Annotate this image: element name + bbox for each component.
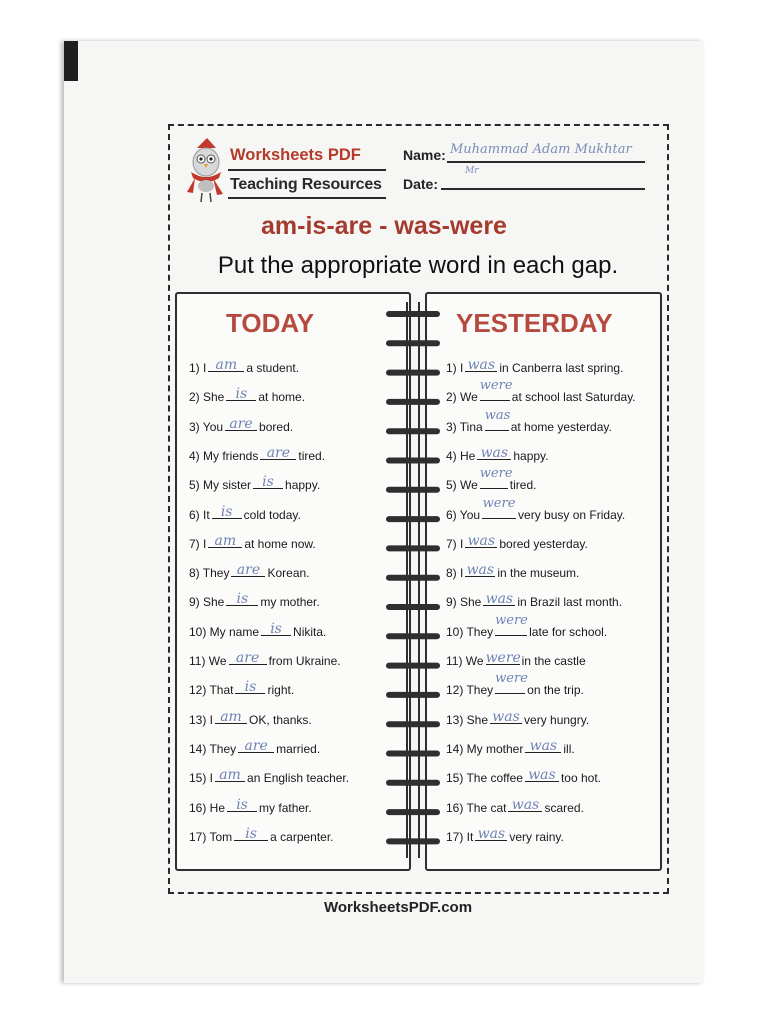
item-prompt: 1) I — [189, 361, 207, 375]
handwritten-answer: are — [235, 650, 260, 666]
answer-blank[interactable] — [490, 710, 522, 724]
yesterday-item — [446, 466, 537, 493]
item-prompt: 15) The coffee — [446, 771, 523, 786]
item-prompt: 6) You — [446, 507, 481, 522]
answer-blank[interactable] — [261, 622, 291, 636]
spiral-ring — [386, 751, 440, 757]
footer-url: WorksheetsPDF.com — [323, 899, 473, 916]
item-continuation: from Ukraine. — [268, 654, 341, 668]
item-prompt: 8) They — [189, 566, 230, 581]
yesterday-item — [446, 378, 636, 405]
answer-blank[interactable] — [208, 358, 244, 372]
handwritten-answer: was — [484, 407, 511, 423]
item-continuation: on the trip. — [527, 683, 584, 698]
answer-blank[interactable] — [234, 827, 268, 841]
spiral-ring — [386, 575, 440, 581]
item-continuation: a student. — [246, 361, 300, 375]
item-continuation: at home now. — [244, 536, 316, 551]
item-prompt: 16) He — [189, 800, 226, 815]
item-continuation: my mother. — [260, 595, 320, 610]
yesterday-item — [446, 534, 588, 551]
item-prompt: 16) The cat — [446, 800, 507, 815]
item-continuation: happy. — [513, 448, 549, 463]
spiral-ring — [386, 721, 440, 727]
handwritten-answer: were — [479, 466, 513, 482]
yesterday-item — [446, 651, 586, 668]
item-continuation: ill. — [563, 741, 575, 756]
item-continuation: my father. — [259, 800, 312, 815]
item-prompt: 4) He — [446, 448, 476, 463]
item-prompt: 3) Tina — [446, 419, 483, 434]
spiral-ring — [386, 633, 440, 639]
today-item — [189, 417, 293, 434]
yesterday-item — [446, 495, 626, 522]
item-continuation: at home yesterday. — [510, 419, 612, 434]
answer-blank[interactable] — [477, 446, 511, 460]
item-prompt: 15) I — [189, 771, 214, 786]
item-prompt: 1) I — [446, 361, 464, 375]
spiral-ring — [386, 604, 440, 610]
handwritten-answer: were — [482, 495, 516, 511]
worksheet-title: am-is-are - was-were — [261, 212, 507, 240]
item-prompt: 11) We — [446, 654, 484, 668]
today-item — [189, 592, 320, 609]
answer-blank[interactable] — [226, 387, 256, 401]
item-continuation: at home. — [258, 390, 306, 405]
today-item — [189, 651, 341, 668]
item-prompt: 14) They — [189, 741, 237, 756]
today-item — [189, 622, 326, 639]
yesterday-item — [446, 612, 608, 639]
answer-blank[interactable] — [475, 827, 507, 841]
handwritten-answer: was — [467, 357, 496, 373]
handwritten-answer: am — [214, 532, 237, 549]
item-continuation: married. — [276, 741, 321, 756]
item-prompt: 14) My mother — [446, 741, 524, 756]
yesterday-item — [446, 563, 579, 580]
spiral-ring — [386, 340, 440, 346]
item-continuation: in the castle — [521, 654, 586, 668]
item-prompt: 11) We — [189, 654, 227, 668]
item-prompt: 10) They — [446, 624, 494, 639]
item-prompt: 3) You — [189, 419, 224, 434]
item-continuation: in Brazil last month. — [517, 595, 623, 610]
answer-blank[interactable] — [215, 768, 245, 782]
item-continuation: OK, thanks. — [249, 712, 312, 727]
owl-mascot-icon — [183, 138, 229, 204]
handwritten-answer: is — [236, 591, 249, 608]
today-item — [189, 710, 312, 727]
handwritten-answer: are — [229, 415, 253, 432]
handwritten-answer: is — [270, 620, 282, 637]
answer-blank[interactable] — [253, 475, 283, 489]
item-continuation: bored yesterday. — [499, 536, 588, 551]
answer-blank[interactable] — [465, 534, 497, 548]
answer-blank[interactable] — [208, 534, 242, 548]
brand-underline — [228, 197, 386, 199]
item-prompt: 9) She — [446, 595, 482, 610]
today-item — [189, 505, 301, 522]
spiral-ring — [386, 516, 440, 522]
yesterday-heading: YESTERDAY — [456, 308, 613, 338]
handwritten-answer: were — [485, 650, 521, 666]
handwritten-answer: were — [479, 378, 513, 394]
item-continuation: tired. — [509, 478, 537, 493]
item-prompt: 17) Tom — [189, 829, 233, 844]
item-prompt: 6) It — [189, 507, 210, 522]
date-label: Date: — [403, 176, 439, 192]
item-continuation: cold today. — [243, 507, 301, 522]
yesterday-item — [446, 768, 601, 785]
instruction-text: Put the appropriate word in each gap. — [217, 252, 619, 279]
item-continuation: happy. — [285, 478, 321, 493]
yesterday-item — [446, 739, 575, 756]
today-item — [189, 563, 310, 580]
handwritten-answer: is — [262, 474, 274, 491]
item-continuation: Nikita. — [293, 624, 327, 639]
answer-blank[interactable] — [229, 651, 267, 665]
brand-divider — [228, 169, 386, 171]
handwritten-answer: was — [466, 562, 495, 579]
item-prompt: 8) I — [446, 566, 464, 581]
item-continuation: bored. — [259, 419, 294, 434]
answer-blank[interactable] — [483, 592, 515, 606]
brand-title: Worksheets PDF — [230, 146, 361, 164]
today-item — [189, 534, 316, 551]
yesterday-item — [446, 407, 612, 434]
spiral-ring — [386, 663, 440, 669]
item-prompt: 4) My friends — [189, 448, 259, 463]
answer-blank[interactable] — [495, 671, 528, 694]
answer-blank[interactable] — [484, 407, 511, 431]
answer-blank[interactable] — [226, 592, 258, 606]
name-value-extra: Mr — [465, 166, 479, 176]
item-prompt: 12) They — [446, 683, 494, 698]
answer-blank[interactable] — [260, 446, 296, 460]
item-continuation: in the museum. — [497, 566, 580, 581]
handwritten-answer: was — [492, 708, 520, 725]
handwritten-answer: is — [235, 386, 248, 403]
handwritten-answer: was — [467, 532, 496, 549]
spiral-ring — [386, 399, 440, 405]
yesterday-item — [446, 446, 548, 463]
item-prompt: 13) She — [446, 712, 489, 727]
handwritten-answer: are — [266, 444, 291, 461]
handwritten-answer: is — [245, 825, 257, 842]
spiral-ring — [386, 458, 440, 464]
handwritten-answer: was — [480, 444, 509, 461]
handwritten-answer: was — [511, 796, 540, 813]
name-label: Name: — [403, 147, 446, 163]
item-continuation: at school last Saturday. — [511, 390, 636, 405]
background-corner — [64, 41, 78, 81]
yesterday-item — [446, 671, 584, 698]
answer-blank[interactable] — [215, 710, 247, 724]
spiral-binding-icon — [380, 300, 446, 860]
item-prompt: 7) I — [446, 536, 464, 551]
item-prompt: 7) I — [189, 536, 207, 551]
today-item — [189, 358, 299, 375]
answer-blank[interactable] — [238, 739, 274, 753]
item-prompt: 2) We — [446, 390, 478, 405]
today-item — [189, 798, 312, 815]
item-prompt: 5) We — [446, 478, 478, 493]
answer-blank[interactable] — [212, 505, 242, 519]
handwritten-answer: is — [236, 796, 248, 813]
answer-blank[interactable] — [486, 651, 520, 665]
today-item — [189, 739, 320, 756]
answer-blank[interactable] — [479, 378, 513, 401]
spiral-ring — [386, 780, 440, 786]
answer-blank[interactable] — [525, 739, 561, 753]
item-prompt: 9) She — [189, 595, 225, 610]
handwritten-answer: is — [220, 503, 233, 520]
spiral-ring — [386, 838, 440, 844]
name-line — [447, 161, 645, 163]
today-item — [189, 446, 325, 463]
answer-blank[interactable] — [525, 768, 559, 782]
answer-blank[interactable] — [482, 495, 516, 519]
item-continuation: very rainy. — [509, 829, 564, 844]
handwritten-answer: are — [236, 562, 261, 579]
date-line[interactable] — [441, 188, 645, 190]
spiral-ring — [386, 311, 440, 317]
today-item — [189, 475, 320, 492]
item-prompt: 17) It — [446, 829, 474, 844]
answer-blank[interactable] — [508, 798, 542, 812]
spiral-ring — [386, 428, 440, 434]
spiral-ring — [386, 545, 440, 551]
handwritten-answer: was — [477, 825, 506, 842]
handwritten-answer: were — [495, 612, 528, 628]
spiral-ring — [386, 692, 440, 698]
spiral-ring — [386, 370, 440, 376]
today-item — [189, 768, 349, 785]
handwritten-answer: was — [528, 767, 556, 784]
item-continuation: in Canberra last spring. — [499, 361, 624, 375]
yesterday-item — [446, 592, 622, 609]
spiral-ring — [386, 809, 440, 815]
item-prompt: 13) I — [189, 712, 214, 727]
yesterday-item — [446, 358, 623, 375]
handwritten-answer: were — [495, 671, 528, 687]
item-prompt: 12) That — [189, 683, 234, 698]
answer-blank[interactable] — [225, 417, 257, 431]
handwritten-answer: was — [485, 591, 514, 608]
item-continuation: very hungry. — [524, 712, 590, 727]
today-item — [189, 680, 294, 697]
today-item — [189, 387, 305, 404]
item-continuation: tired. — [298, 448, 326, 463]
item-continuation: a carpenter. — [270, 829, 334, 844]
handwritten-answer: am — [215, 357, 238, 373]
item-prompt: 2) She — [189, 390, 225, 405]
today-item — [189, 827, 334, 844]
handwritten-answer: is — [244, 679, 257, 696]
item-prompt: 5) My sister — [189, 478, 252, 493]
item-prompt: 10) My name — [189, 624, 260, 639]
answer-blank[interactable] — [235, 680, 265, 694]
handwritten-answer: am — [219, 767, 241, 784]
answer-blank[interactable] — [227, 798, 257, 812]
handwritten-answer: are — [244, 737, 268, 754]
brand-subtitle: Teaching Resources — [230, 176, 382, 193]
today-heading: TODAY — [226, 308, 315, 338]
item-continuation: too hot. — [560, 771, 601, 786]
yesterday-item — [446, 798, 584, 815]
item-continuation: right. — [267, 683, 295, 698]
answer-blank[interactable] — [465, 358, 497, 372]
answer-blank[interactable] — [479, 466, 513, 489]
answer-blank[interactable] — [495, 612, 528, 636]
item-continuation: scared. — [544, 800, 584, 815]
yesterday-item — [446, 710, 589, 727]
answer-blank[interactable] — [231, 563, 265, 577]
item-continuation: Korean. — [267, 566, 310, 581]
yesterday-item — [446, 827, 564, 844]
item-continuation: an English teacher. — [247, 771, 350, 786]
answer-blank[interactable] — [465, 563, 495, 577]
spiral-ring — [386, 487, 440, 493]
handwritten-answer: am — [220, 708, 242, 725]
name-value[interactable]: Muhammad Adam Mukhtar — [450, 142, 632, 157]
item-continuation: very busy on Friday. — [518, 507, 626, 522]
item-continuation: late for school. — [529, 624, 608, 639]
handwritten-answer: was — [529, 737, 558, 754]
